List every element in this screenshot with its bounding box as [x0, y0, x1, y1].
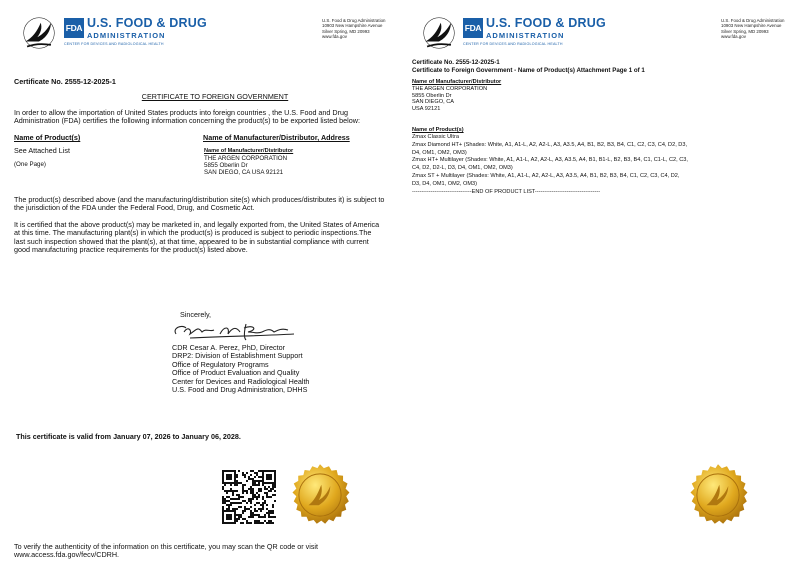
- attachment-manufacturer-label: Name of Manufacturer/Distributor: [412, 79, 502, 85]
- agency-name: U.S. FOOD & DRUG: [87, 16, 207, 30]
- products-header: Name of Product(s): [14, 133, 81, 142]
- certification-paragraph: It is certified that the above product(s) may be marketed in, and legally exported from, the United States of America at this time. The manufacturing plant(s) in which the product(s) is produced is subject to periodic inspections.The last such inspection showed that the plant(s), at that time, appeared to be in substantial compliance with current good manufacturing practice requirements for the product(s) listed above.: [14, 220, 380, 255]
- agency-subname: ADMINISTRATION: [87, 31, 166, 40]
- list-item: D3, D4, OM1, OM2, OM3): [412, 180, 477, 187]
- list-item: Zmax Classic Ultra: [412, 134, 459, 140]
- products-pages: (One Page): [14, 161, 46, 168]
- fda-logo: FDA: [64, 18, 84, 38]
- attachment-certificate-number: Certificate No. 2555-12-2025-1: [412, 59, 500, 66]
- hhs-eagle-icon: [22, 16, 56, 50]
- sincerely: Sincerely,: [180, 310, 212, 319]
- signature: [170, 320, 300, 342]
- list-item: Zmax ST + Multilayer (Shades: White, A1, A1-L, A2, A2-L, A3, A3.5, A4, B1, B2, B3, B4, C1, C2, C3, C4, D2,: [412, 172, 680, 179]
- center-name: CENTER FOR DEVICES AND RADIOLOGICAL HEALTH: [463, 42, 563, 46]
- gold-seal: [686, 463, 750, 527]
- attachment-page: [400, 0, 800, 575]
- certificate-number: Certificate No. 2555-12-2025-1: [14, 77, 116, 86]
- validity-statement: This certificate is valid from January 07, 2026 to January 06, 2028.: [16, 432, 241, 441]
- fda-logo: FDA: [463, 18, 483, 38]
- list-item: Zmax Diamond HT+ (Shades: White, A1, A1-L, A2, A2-L, A3, A3.5, A4, B1, B2, B3, B4, C1, C2, C3, C4, D2, D3,: [412, 141, 688, 148]
- signer-block: CDR Cesar A. Perez, PhD, Director DRP2: Division of Establishment Support Office of Regulatory Programs Office of Product Evaluation and Quality Center for Devices and Radiological Health U.S. Food and Drug Administration, DHHS: [172, 343, 310, 395]
- agency-address: U.S. Food & Drug Administration 10903 New Hampshire Avenue Silver Spring, MD 20993 www.fda.gov: [721, 18, 785, 40]
- manufacturer-address: THE ARGEN CORPORATION 5855 Oberlin Dr SAN DIEGO, CA USA 92121: [204, 155, 288, 177]
- list-item: D4, OM1, OM2, OM3): [412, 149, 467, 156]
- certificate-title: CERTIFICATE TO FOREIGN GOVERNMENT: [141, 92, 289, 101]
- products-value: See Attached List: [14, 146, 70, 155]
- attachment-manufacturer-address: THE ARGEN CORPORATION 5855 Oberlin Dr SAN DIEGO, CA USA 92121: [412, 86, 488, 112]
- manufacturer-header: Name of Manufacturer/Distributor, Address: [203, 133, 350, 142]
- product-list: [412, 134, 688, 196]
- manufacturer-label: Name of Manufacturer/Distributor: [204, 148, 294, 154]
- end-of-list: --------------------------------END OF PRODUCT LIST-----------------------------------: [412, 188, 601, 195]
- jurisdiction-paragraph: The product(s) described above (and the manufacturing/distribution site(s) which produces/distributes it) is subject to the jurisdiction of the FDA under the Federal Food, Drug, and Cosmetic Act.: [14, 195, 385, 213]
- agency-address: U.S. Food & Drug Administration 10903 New Hampshire Avenue Silver Spring, MD 20993 www.fda.gov: [322, 18, 386, 40]
- qr-code[interactable]: [222, 470, 276, 524]
- list-item: Zmax HT+ Multilayer (Shades: White, A1, A1-L, A2, A2-L, A3, A3.5, A4, B1, B1-L, B2, B3, B4, C1, C1-L, C2, C3,: [412, 157, 688, 164]
- attachment-products-label: Name of Product(s): [412, 127, 464, 133]
- verification-statement: To verify the authenticity of the information on this certificate, you may scan the QR code or visit www.access.fda.gov/fecv/CDRH.: [14, 542, 319, 560]
- agency-subname: ADMINISTRATION: [486, 31, 565, 40]
- gold-seal: [288, 463, 352, 527]
- list-item: C4, D2, D2-L, D3, D4, OM1, OM2, OM3): [412, 165, 513, 172]
- attachment-title: Certificate to Foreign Government - Name of Product(s) Attachment Page 1 of 1: [412, 67, 645, 74]
- hhs-eagle-icon: [422, 16, 456, 50]
- center-name: CENTER FOR DEVICES AND RADIOLOGICAL HEALTH: [64, 42, 164, 46]
- intro-paragraph: In order to allow the importation of United States products into foreign countries , the U.S. Food and Drug Administration (FDA) certifies the following information concerning the product(s) to be exported listed below:: [14, 108, 360, 126]
- agency-name: U.S. FOOD & DRUG: [486, 16, 606, 30]
